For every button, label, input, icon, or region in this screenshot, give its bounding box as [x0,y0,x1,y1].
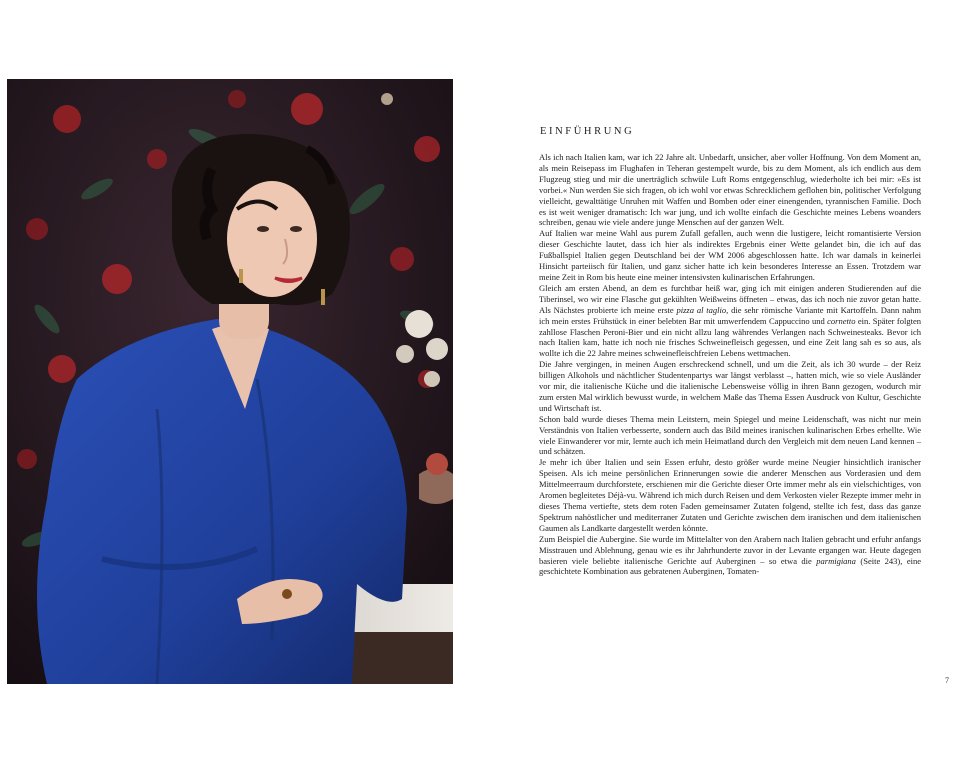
paragraph-text: Gleich am ersten Abend, an dem es furchtbar heiß war, ging ich mit einigen anderen Studierenden auf die Tiberinsel, wo wir eine Flasche gut gekühlten Weißweins öffneten – etwas, das ich noch nie zuvor getan hatte. Als Nächstes probierte ich meine erste [539,282,921,315]
paragraph-text: Zum Beispiel die Aubergine. Sie wurde im Mittelalter von den Arabern nach Italien gebracht und erfuhr anfangs Misstrauen und Ablehnung, genau wie es ihr Jahrhunderte zuvor in der Levante ergangen war. Heute dagegen basieren viele beliebte italienische Gerichte auf Auberginen – so etwa die [539,533,921,566]
paragraph [539,283,921,359]
paragraph-text: Die Jahre vergingen, in meinen Augen erschreckend schnell, und um die Zeit, als ich 30 wurde – der Reiz billigen Alkohols und nächtlicher Studentenpartys war längst verblasst –, hatten mich, wie so viele Ausländer vor mir, die italienische Küche und die italienische Lebensweise völlig in ihren Bann gezogen, wodurch mir zum ersten Mal wirklich bewusst wurde, in welchem Maße das Thema Essen Ausdruck von Kultur, Geschichte und Wirtschaft ist. [539,359,921,413]
portrait-illustration [7,79,453,684]
paragraph-text: Als ich nach Italien kam, war ich 22 Jahre alt. Unbedarft, unsicher, aber voller Hoffnung. Von dem Moment an, als mein Reisepass im Flughafen in Teheran gestempelt wurde, bis zu dem Moment, als ich endlich aus dem Flugzeug stieg und mir die unerträglich schwüle Luft Roms entgegenschlug, wiederholte ich bei mir: »Es ist vorbei.« Nun werden Sie sich fragen, ob ich wohl vor etwas Schrecklichem geflohen bin, politischer Verfolgung vielleicht, gewalttätige Unruhen mit Waffen und Bomben oder einer einengenden, tyrannischen Familie. Doch es ist weit weniger dramatisch: Ich war jung, und ich wollte einfach die Geschichte meines Lebens woanders schreiben, genau wie viele andere junge Menschen auf der ganzen Welt. [539,152,921,228]
article-body [539,152,921,577]
paragraph [539,457,921,533]
paragraph-text: , die sehr römische Variante mit Kartoffeln. Dann nahm ich mein erstes Frühstück in einer belebten Bar mit umwerfendem Cappuccino und [539,304,922,326]
italic-term: pizza al taglio [676,304,727,315]
italic-term: parmigiana [816,555,856,566]
italic-term: cornetto [827,315,856,326]
paragraph-text: ein. Später folgten zahllose Flaschen Peroni-Bier und ein nicht allzu lang währendes Verlangen nach Schweinesteaks. Bevor ich nach Italien kam, hatte ich noch nie frisches Schweinefleisch gegessen, und eine Zeit lang sah es so aus, als wollte ich die 22 Jahre meines schweinefleischfreien Lebens wettmachen. [539,315,921,359]
paragraph [539,228,921,283]
paragraph [539,152,921,228]
paragraph [539,534,921,578]
article-heading: EINFÜHRUNG [540,126,635,137]
paragraph-text: Je mehr ich über Italien und sein Essen erfuhr, desto größer wurde meine Neugier hinsichtlich iranischer Speisen. Als ich meine persönlichen Erinnerungen sowie die anderer Menschen aus Vorderasien und dem Mittelmeerraum durchforstete, erschienen mir die Gerichte dieser Orte immer mehr als ein vielschichtiges, von Aromen begleitetes Déjà-vu. Während ich mich durch Reisen und dem Verkosten vieler Rezepte immer mehr in dieses Thema vertiefte, stets dem roten Faden gemeinsamer Zutaten folgend, stellte ich fest, dass das ganze Spektrum nahöstlicher und mediterraner Zutaten und Gerichte zwischen dem iranischen und dem italienischen Gaumen als Landkarte dargestellt werden könnte. [539,457,921,533]
paragraph [539,414,921,458]
article-column [539,126,921,577]
paragraph [539,359,921,414]
portrait-photo [7,79,453,684]
paragraph-text: (Seite 243), eine geschichtete Kombination aus gebratenen Auberginen, Tomaten- [539,555,921,577]
paragraph-text: Auf Italien war meine Wahl aus purem Zufall gefallen, auch wenn die lustigere, leicht romantisierte Version dieser Geschichte lautet, dass ich hier als indirektes Ergebnis einer Wette gelandet bin, die ich auf das Fußballspiel Italien gegen Deutschland bei der WM 2006 abgeschlossen hatte. Ich war damals in keinerlei Hinsicht parteiisch für Italien, und ganz sicher hatte ich kein besonderes Interesse an Essen. Trotzdem war meine Zeit in Rom bis heute eine meiner intensivsten kulinarischen Erfahrungen. [539,228,921,282]
page-number: 7 [945,676,949,685]
paragraph-text: Schon bald wurde dieses Thema mein Leitstern, mein Spiegel und meine Leidenschaft, was nicht nur mein Verständnis von Italien verbesserte, sondern auch das Bild meines iranischen kulinarischen Erbes erhellte. Wie viele Einwanderer vor mir, lernte auch ich mein Heimatland durch den Vergleich mit dem neuen Land kennen – und schätzen. [539,413,921,457]
